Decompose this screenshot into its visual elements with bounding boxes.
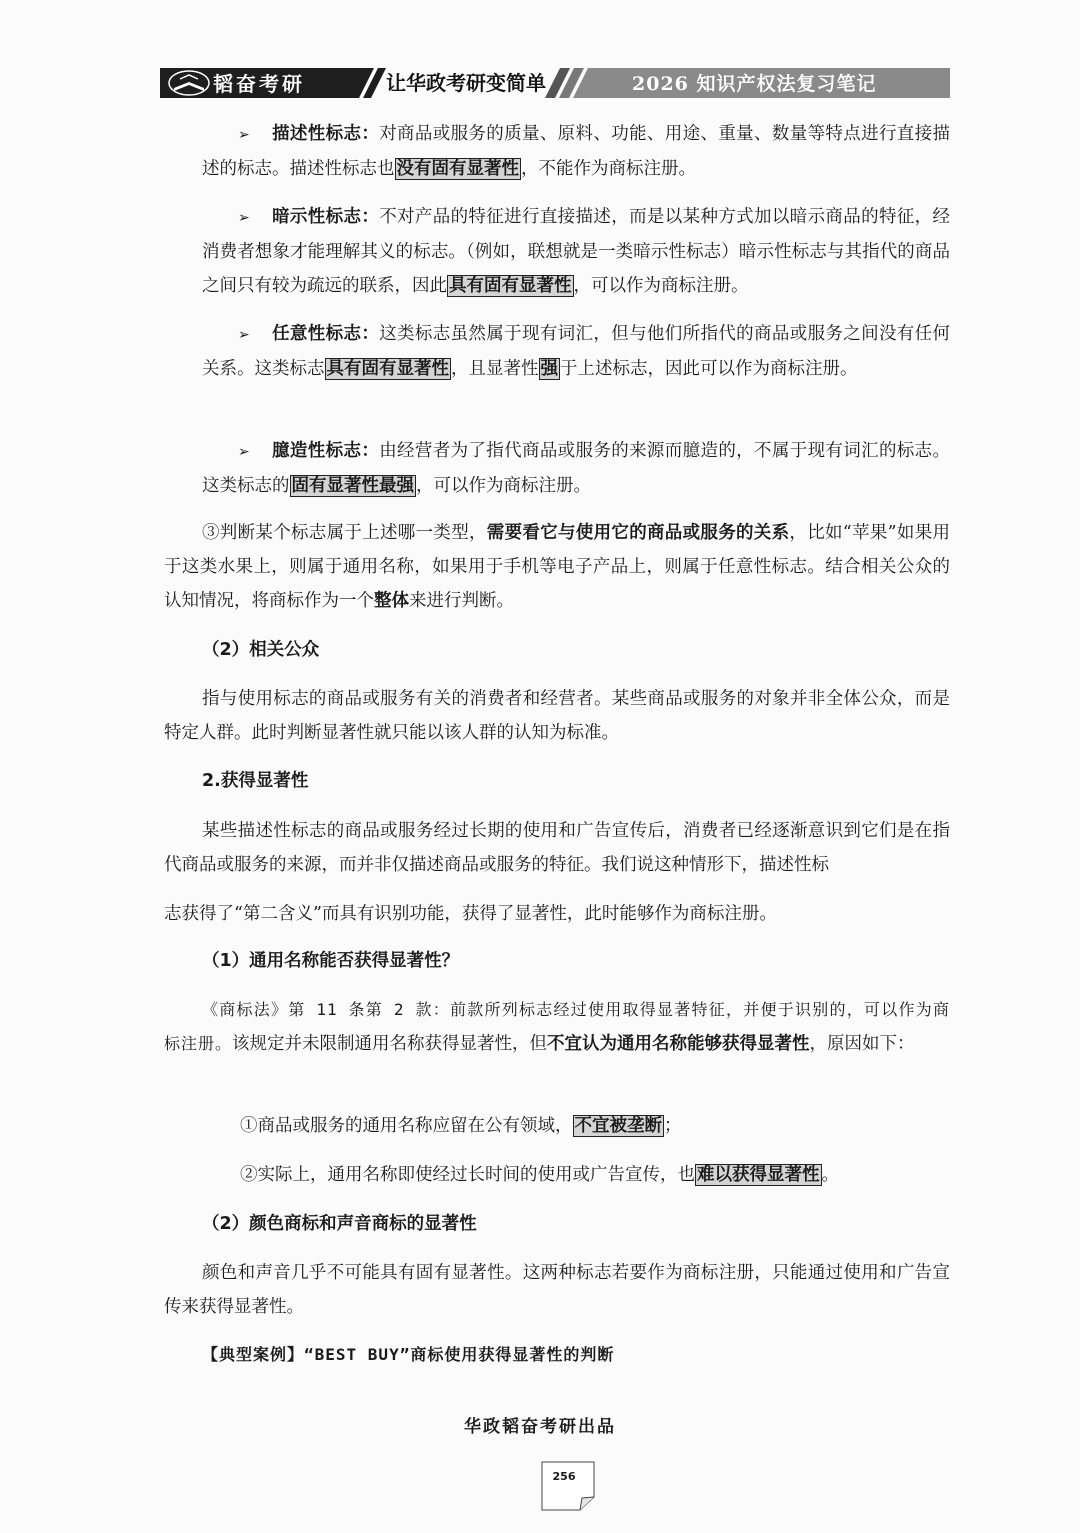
text: ，原因如下： <box>809 1034 915 1054</box>
heading-relevant-public: （2）相关公众 <box>202 640 320 660</box>
text: ②实际上，通用名称即使经过长时间的使用或广告宣传，也 <box>240 1165 695 1185</box>
text: ，不能作为商标注册。 <box>521 159 696 179</box>
footer-credit: 华政韬奋考研出品 <box>464 1417 616 1437</box>
text: 。 <box>821 1165 839 1185</box>
heading-acquired: 2.获得显著性 <box>202 771 309 791</box>
book-logo-icon <box>166 68 212 98</box>
paragraph-relevant-public: 指与使用标志的商品或服务有关的消费者和经营者。某些商品或服务的对象并非全体公众，而是特定人群。此时判断显著性就只能以该人群的认知为标准。 <box>164 689 950 743</box>
page-number: 256 <box>552 1470 576 1483</box>
highlight-box: 强 <box>540 359 558 379</box>
heading-generic: （1）通用名称能否获得显著性？ <box>202 951 460 971</box>
text: ③判断某个标志属于上述哪一类型， <box>202 523 487 543</box>
text: 该规定并未限制通用名称获得显著性，但 <box>232 1034 548 1054</box>
highlight-box: 具有固有显著性 <box>326 359 449 379</box>
text: 这类标志虽然属于现有词汇，但与他们所指代的商品或服务之间没有任何关系。这类标志 <box>202 324 951 379</box>
term-fanciful: 臆造性标志： <box>271 441 380 461</box>
text: 来进行判断。 <box>409 591 514 611</box>
text: ，可以作为商标注册。 <box>573 276 749 296</box>
text: 由经营者为了指代商品或服务的来源而臆造的，不属于现有词汇的标志。这类标志的 <box>202 441 951 496</box>
term-suggestive: 暗示性标志： <box>271 207 380 227</box>
text: 于上述标志，因此可以作为商标注册。 <box>560 359 858 379</box>
bold-text: 整体 <box>374 591 409 611</box>
arrow-bullet-icon: ➢ <box>238 127 250 143</box>
series-title: 2026 知识产权法复习笔记 <box>632 73 877 95</box>
case-label: 【典型案例】“BEST BUY”商标使用获得显著性的判断 <box>202 1345 615 1364</box>
page-number-tag <box>541 1461 595 1511</box>
text: ； <box>664 1116 682 1136</box>
heading-color-sound: （2）颜色商标和声音商标的显著性 <box>202 1214 477 1234</box>
highlight-box: 不宜被垄断 <box>574 1116 662 1136</box>
reason-item-2 <box>240 1158 839 1192</box>
text: ，且显著性 <box>451 359 539 379</box>
highlight-box: 难以获得显著性 <box>697 1165 820 1185</box>
paragraph-generic <box>164 993 950 1061</box>
highlight-box: 固有显著性最强 <box>291 476 414 496</box>
paragraph-judgement <box>164 516 950 618</box>
paragraph-fanciful <box>202 434 950 503</box>
paragraph-arbitrary <box>202 317 950 386</box>
term-arbitrary: 任意性标志： <box>271 324 380 344</box>
brand-name: 韬奋考研 <box>213 72 305 96</box>
highlight-box: 没有固有显著性 <box>396 159 519 179</box>
bold-text: 需要看它与使用它的商品或服务的关系 <box>486 523 790 543</box>
slogan: 让华政考研变简单 <box>386 71 546 95</box>
arrow-bullet-icon: ➢ <box>238 444 250 460</box>
paragraph-acquired-2: 志获得了“第二含义”而具有识别功能，获得了显著性，此时能够作为商标注册。 <box>164 904 777 924</box>
highlight-box: 具有固有显著性 <box>449 276 572 296</box>
text: ，比如“苹果”如果用于这类水果上，则属于通用名称，如果用于手机等电子产品上，则属于任意性标志。结合相关公众的认知情况，将商标作为一个 <box>164 523 950 611</box>
bold-text: 不宜认为通用名称能够获得显著性 <box>547 1034 810 1054</box>
paragraph-suggestive <box>202 200 950 303</box>
arrow-bullet-icon: ➢ <box>238 210 250 226</box>
term-descriptive: 描述性标志： <box>271 124 380 144</box>
paragraph-acquired-1: 某些描述性标志的商品或服务经过长期的使用和广告宣传后，消费者已经逐渐意识到它们是在指代商品或服务的来源，而并非仅描述商品或服务的特征。我们说这种情形下，描述性标 <box>164 821 950 875</box>
reason-item-1 <box>240 1109 682 1143</box>
text: 不对产品的特征进行直接描述，而是以某种方式加以暗示商品的特征，经消费者想象才能理解其义的标志。（例如，联想就是一类暗示性标志）暗示性标志与其指代的商品之间只有较为疏远的联系，因此 <box>202 207 951 296</box>
text: ，可以作为商标注册。 <box>416 476 591 496</box>
text: ①商品或服务的通用名称应留在公有领域， <box>240 1116 573 1136</box>
arrow-bullet-icon: ➢ <box>238 327 250 343</box>
law-quote: 《商标法》第 11 条第 2 款：前款所列标志经过使用取得显著特征，并便于识别的，可以作为商标注册。 <box>164 1000 950 1053</box>
text: 对商品或服务的质量、原料、功能、用途、重量、数量等特点进行直接描述的标志。描述性标志也 <box>202 124 951 179</box>
paragraph-descriptive <box>202 117 950 186</box>
paragraph-color-sound: 颜色和声音几乎不可能具有固有显著性。这两种标志若要作为商标注册，只能通过使用和广告宣传来获得显著性。 <box>164 1263 950 1317</box>
